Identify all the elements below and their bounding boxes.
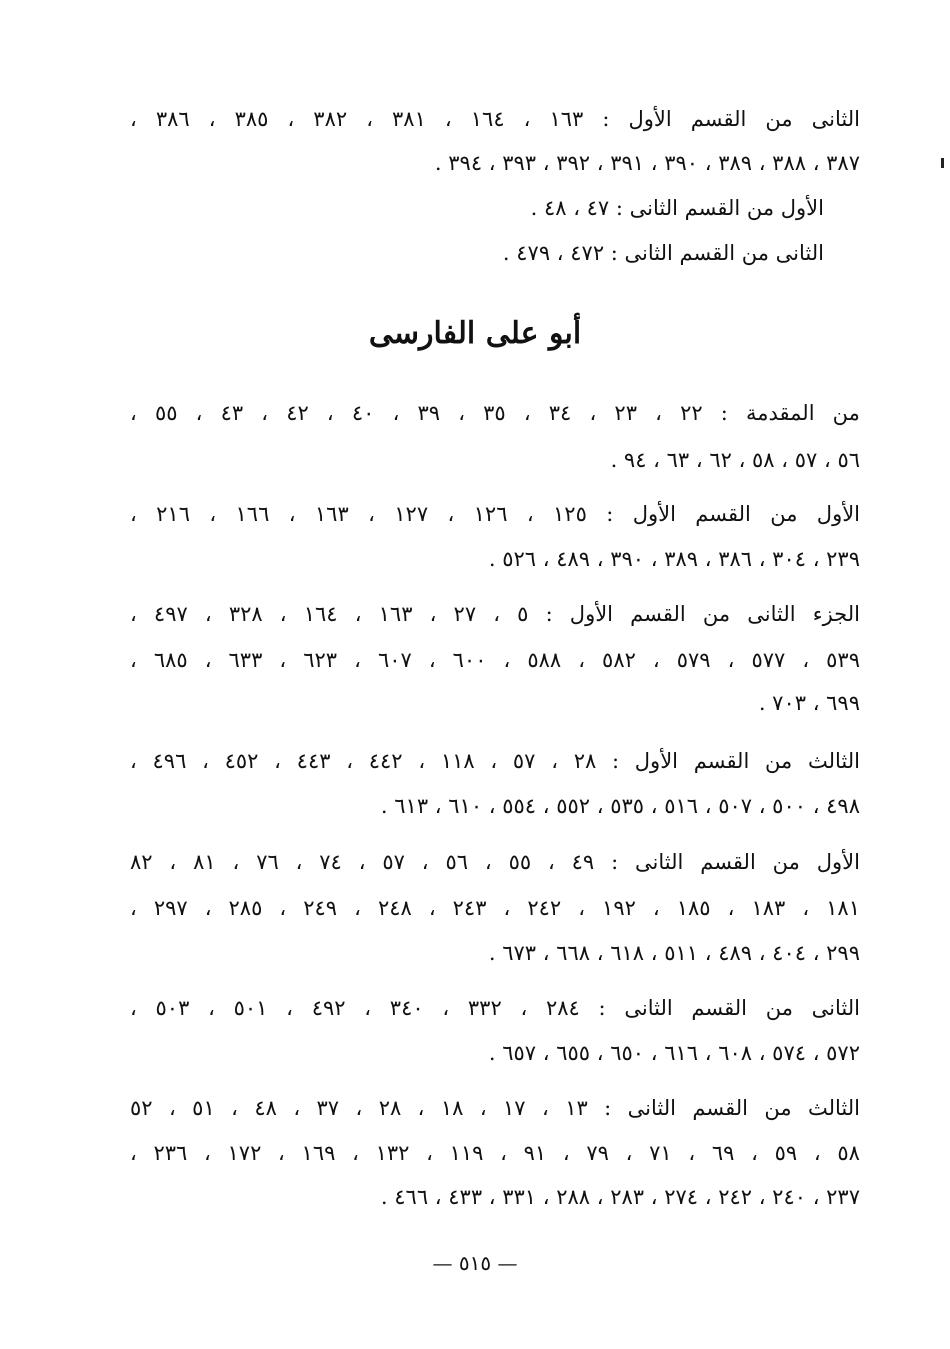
text-line: ٥٧٢ ، ٥٧٤ ، ٦٠٨ ، ٦١٦ ، ٦٥٠ ، ٦٥٥ ، ٦٥٧ . <box>488 1041 860 1065</box>
text-line: الثانى من القسم الأول : ١٦٣ ، ١٦٤ ، ٣٨١ ، ٣٨٢ ، ٣٨٥ ، ٣٨٦ ، <box>130 107 860 131</box>
text-line: الأول من القسم الأول : ١٢٥ ، ١٢٦ ، ١٢٧ ، ١٦٣ ، ١٦٦ ، ٢١٦ ، <box>130 502 860 526</box>
text-line: الأول من القسم الثانى : ٤٩ ، ٥٥ ، ٥٦ ، ٥٧ ، ٧٤ ، ٧٦ ، ٨١ ، ٨٢ <box>130 850 860 874</box>
text-line: ٤٩٨ ، ٥٠٠ ، ٥٠٧ ، ٥١٦ ، ٥٣٥ ، ٥٥٢ ، ٥٥٤ ، ٦١٠ ، ٦١٣ . <box>380 794 860 818</box>
text-line: الجزء الثانى من القسم الأول : ٥ ، ٢٧ ، ١٦٣ ، ١٦٤ ، ٣٢٨ ، ٤٩٧ ، <box>130 602 860 626</box>
margin-mark <box>941 158 944 168</box>
text-line: الثانى من القسم الثانى : ٤٧٢ ، ٤٧٩ . <box>502 241 824 265</box>
text-line: ٣٨٧ ، ٣٨٨ ، ٣٨٩ ، ٣٩٠ ، ٣٩١ ، ٣٩٢ ، ٣٩٣ ، ٣٩٤ . <box>434 151 860 175</box>
text-line: ٥٣٩ ، ٥٧٧ ، ٥٧٩ ، ٥٨٢ ، ٥٨٨ ، ٦٠٠ ، ٦٠٧ ، ٦٢٣ ، ٦٣٣ ، ٦٨٥ ، <box>130 648 860 672</box>
text-line: ١٨١ ، ١٨٣ ، ١٨٥ ، ١٩٢ ، ٢٤٢ ، ٢٤٣ ، ٢٤٨ ، ٢٤٩ ، ٢٨٥ ، ٢٩٧ ، <box>130 896 860 920</box>
text-line: الثالث من القسم الأول : ٢٨ ، ٥٧ ، ١١٨ ، ٤٤٢ ، ٤٤٣ ، ٤٥٢ ، ٤٩٦ ، <box>130 749 860 773</box>
section-heading: أبو على الفارسى <box>368 316 582 351</box>
text-line: الثانى من القسم الثانى : ٢٨٤ ، ٣٣٢ ، ٣٤٠ ، ٤٩٢ ، ٥٠١ ، ٥٠٣ ، <box>130 996 860 1020</box>
text-line: ٥٦ ، ٥٧ ، ٥٨ ، ٦٢ ، ٦٣ ، ٩٤ . <box>610 448 860 472</box>
text-line: ٢٣٩ ، ٣٠٤ ، ٣٨٦ ، ٣٨٩ ، ٣٩٠ ، ٤٨٩ ، ٥٢٦ . <box>488 547 860 571</box>
text-line: ٥٨ ، ٥٩ ، ٦٩ ، ٧١ ، ٧٩ ، ٩١ ، ١١٩ ، ١٣٢ ، ١٦٩ ، ١٧٢ ، ٢٣٦ ، <box>130 1141 860 1165</box>
text-line: من المقدمة : ٢٢ ، ٢٣ ، ٣٤ ، ٣٥ ، ٣٩ ، ٤٠ ، ٤٢ ، ٤٣ ، ٥٥ ، <box>130 401 860 425</box>
text-line: ٦٩٩ ، ٧٠٣ . <box>758 691 860 715</box>
text-line: الأول من القسم الثانى : ٤٧ ، ٤٨ . <box>530 196 824 220</box>
page-number: — ٥١٥ — <box>432 1251 518 1275</box>
text-line: الثالث من القسم الثانى : ١٣ ، ١٧ ، ١٨ ، ٢٨ ، ٣٧ ، ٤٨ ، ٥١ ، ٥٢ <box>130 1096 860 1120</box>
text-line: ٢٣٧ ، ٢٤٠ ، ٢٤٢ ، ٢٧٤ ، ٢٨٣ ، ٢٨٨ ، ٣٣١ ، ٤٣٣ ، ٤٦٦ . <box>380 1185 860 1209</box>
text-line: ٢٩٩ ، ٤٠٤ ، ٤٨٩ ، ٥١١ ، ٦١٨ ، ٦٦٨ ، ٦٧٣ . <box>488 941 860 965</box>
